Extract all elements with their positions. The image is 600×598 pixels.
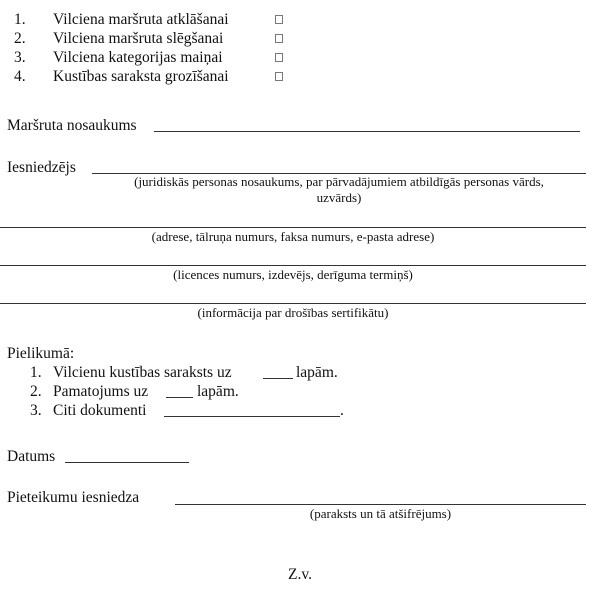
attachment-text: Vilcienu kustības saraksts uz (53, 364, 232, 381)
applicant-label: Iesniedzējs (7, 159, 76, 176)
option-number: 2. (14, 30, 26, 47)
license-hint: (licences numurs, izdevējs, derīguma termiņš) (173, 267, 413, 282)
option-label: Kustības saraksta grozīšanai (53, 68, 229, 85)
safety-cert-hint: (informācija par drošības sertifikātu) (197, 305, 389, 320)
option-checkbox-category-change[interactable] (275, 53, 283, 62)
attachment-text-after: lapām. (296, 364, 338, 381)
stamp-place: Z.v. (288, 566, 312, 583)
attachment-number: 2. (30, 383, 42, 400)
attachment-text: Citi dokumenti (53, 402, 147, 419)
option-checkbox-route-closing[interactable] (275, 34, 283, 43)
submitted-by-label: Pieteikumu iesniedza (7, 489, 140, 506)
option-label: Vilciena kategorijas maiņai (53, 49, 223, 66)
date-label: Datums (7, 448, 56, 465)
option-checkbox-schedule-change[interactable] (275, 72, 283, 81)
option-number: 4. (14, 68, 26, 85)
option-number: 3. (14, 49, 26, 66)
safety-cert-field[interactable] (0, 303, 586, 304)
applicant-hint-line2: uzvārds) (316, 190, 362, 205)
attachment-text-after: . (340, 402, 344, 419)
option-checkbox-route-opening[interactable] (275, 15, 283, 24)
option-label: Vilciena maršruta slēgšanai (53, 30, 224, 47)
route-name-label: Maršruta nosaukums (7, 117, 137, 134)
attachment-number: 1. (30, 364, 42, 381)
signature-hint: (paraksts un tā atšifrējums) (309, 506, 452, 521)
contacts-field[interactable] (0, 227, 586, 228)
option-label: Vilciena maršruta atklāšanai (53, 11, 229, 28)
date-field[interactable] (65, 462, 189, 463)
attachment-pages-field[interactable] (263, 378, 293, 379)
attachment-text: Pamatojums uz (53, 383, 149, 400)
applicant-hint-line1: (juridiskās personas nosaukums, par pārvadājumiem atbildīgās personas vārds, (134, 174, 544, 189)
contacts-hint: (adrese, tālruņa numurs, faksa numurs, e-pasta adrese) (151, 229, 435, 244)
attachments-heading: Pielikumā: (7, 345, 75, 362)
other-documents-field[interactable] (164, 416, 340, 417)
justification-pages-field[interactable] (166, 397, 193, 398)
signature-field[interactable] (175, 504, 586, 505)
option-number: 1. (14, 11, 26, 28)
attachment-text-after: lapām. (197, 383, 239, 400)
route-name-field[interactable] (154, 131, 580, 132)
license-field[interactable] (0, 265, 586, 266)
attachment-number: 3. (30, 402, 42, 419)
